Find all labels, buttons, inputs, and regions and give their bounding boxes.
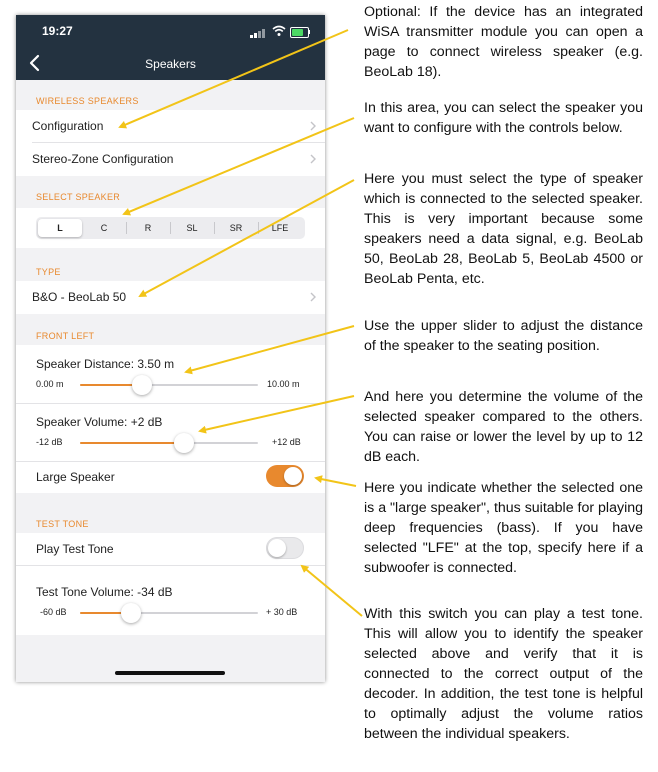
annotation-wireless: Optional: If the device has an integrated WiSA transmitter module you can open a page to connect wireless speaker (e.g. BeoLab 18). [364, 4, 643, 80]
speaker-type-value: B&O - BeoLab 50 [32, 290, 127, 304]
arrow-6 [316, 478, 356, 486]
distance-max-label: 10.00 m [267, 379, 300, 389]
section-header-test-tone: TEST TONE [36, 519, 89, 529]
segment-lfe[interactable]: LFE [271, 223, 289, 233]
arrow-1 [120, 30, 348, 127]
section-header-type: TYPE [36, 267, 61, 277]
tone-volume-min-label: -60 dB [40, 607, 67, 617]
segment-l[interactable]: L [38, 219, 82, 237]
tone-volume-max-label: + 30 dB [266, 607, 298, 617]
annotation-volume: And here you determine the volume of the selected speaker compared to the others. You can raise or lower the level by up to 12 dB each. [364, 389, 643, 465]
annotation-select-speaker: In this area, you can select the speaker you want to configure with the controls below. [364, 100, 643, 136]
segment-c[interactable]: C [100, 223, 108, 233]
annotation-distance: Use the upper slider to adjust the distance of the speaker to the seating position. [364, 318, 643, 354]
section-header-select-speaker: SELECT SPEAKER [36, 192, 121, 202]
row-label: Configuration [32, 119, 104, 133]
segment-r[interactable]: R [144, 223, 152, 233]
volume-max-label: +12 dB [272, 437, 301, 447]
clock: 19:27 [42, 24, 73, 38]
segment-sl[interactable]: SL [186, 223, 198, 233]
page-title: Speakers [145, 57, 196, 71]
play-test-tone-label: Play Test Tone [36, 542, 114, 556]
arrow-7 [302, 566, 362, 616]
arrow-5 [200, 396, 354, 431]
arrow-3 [140, 180, 354, 296]
speaker-volume-label: Speaker Volume: +2 dB [36, 415, 163, 429]
large-speaker-label: Large Speaker [36, 470, 115, 484]
speaker-distance-label: Speaker Distance: 3.50 m [36, 357, 175, 371]
segment-sr[interactable]: SR [229, 223, 243, 233]
section-header-wireless: WIRELESS SPEAKERS [36, 96, 139, 106]
row-label: Stereo-Zone Configuration [32, 152, 174, 166]
distance-min-label: 0.00 m [36, 379, 64, 389]
arrow-4 [186, 326, 354, 372]
annotation-large-speaker: Here you indicate whether the selected one is a "large speaker", thus suitable for playing deep frequencies (bass). If you have selected "LFE" at the top, specify here if a subwoofer is connected. [364, 480, 643, 576]
section-header-front-left: FRONT LEFT [36, 331, 95, 341]
test-tone-volume-label: Test Tone Volume: -34 dB [36, 585, 173, 599]
annotation-type: Here you must select the type of speaker which is connected to the selected speaker. This is very important because some speakers need a data signal, e.g. BeoLab 50, BeoLab 28, BeoLab 5, BeoLab 4500 or BeoLab Penta, etc. [364, 171, 643, 287]
annotation-test-tone: With this switch you can play a test tone. This will allow you to identify the speaker selected above and verify that it is connected to the correct output of the decoder. In addition, the test tone is helpful to optimally adjust the volume ratios between the individual speakers. [364, 606, 643, 742]
volume-min-label: -12 dB [36, 437, 63, 447]
